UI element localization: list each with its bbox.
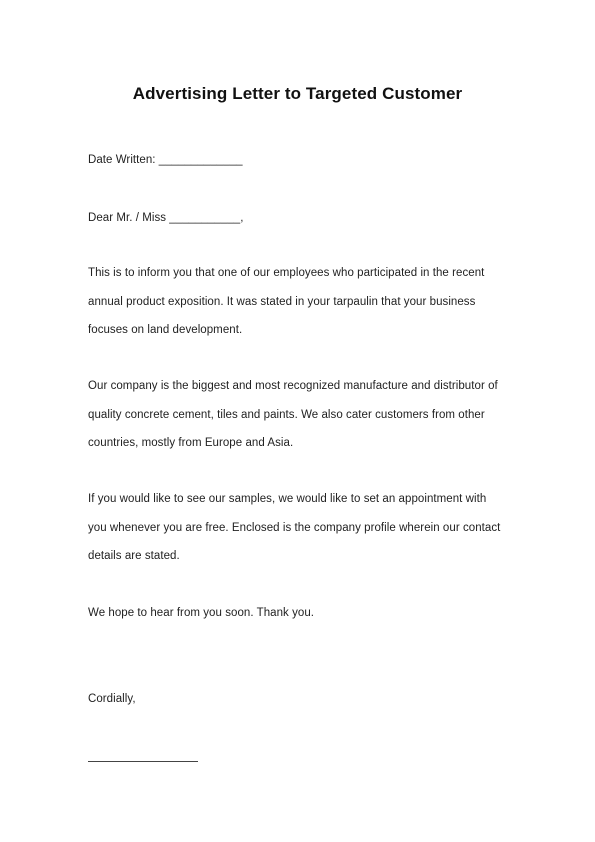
signature-line (88, 761, 198, 762)
paragraph-line: Our company is the biggest and most recognized manufacture and distributor of (88, 380, 498, 392)
paragraph-line: We hope to hear from you soon. Thank you. (88, 607, 315, 619)
paragraph-4 (88, 606, 528, 635)
paragraph-line: you whenever you are free. Enclosed is the company profile wherein our contact (88, 521, 501, 534)
date-written-text: Date Written: _____________ (88, 154, 243, 166)
paragraph-line: countries, mostly from Europe and Asia. (88, 437, 294, 449)
paragraph-line: focuses on land development. (88, 324, 243, 336)
salutation (88, 211, 528, 240)
paragraph-line: details are stated. (88, 550, 180, 562)
salutation-text: Dear Mr. / Miss ___________, (88, 212, 244, 224)
paragraph-line: This is to inform you that one of our employees who participated in the recent (88, 267, 485, 279)
paragraph-2 (88, 379, 528, 465)
paragraph-1 (88, 266, 528, 352)
page-title: Advertising Letter to Targeted Customer (132, 84, 463, 103)
paragraph-line: If you would like to see our samples, we would like to set an appointment with (88, 493, 487, 505)
closing (88, 692, 528, 721)
date-written-line (88, 153, 528, 182)
paragraph-line: quality concrete cement, tiles and paints. We also cater customers from other (88, 408, 485, 421)
closing-text: Cordially, (88, 693, 136, 705)
paragraph-3 (88, 492, 528, 578)
paragraph-line: annual product exposition. It was stated in your tarpaulin that your business (88, 295, 476, 308)
